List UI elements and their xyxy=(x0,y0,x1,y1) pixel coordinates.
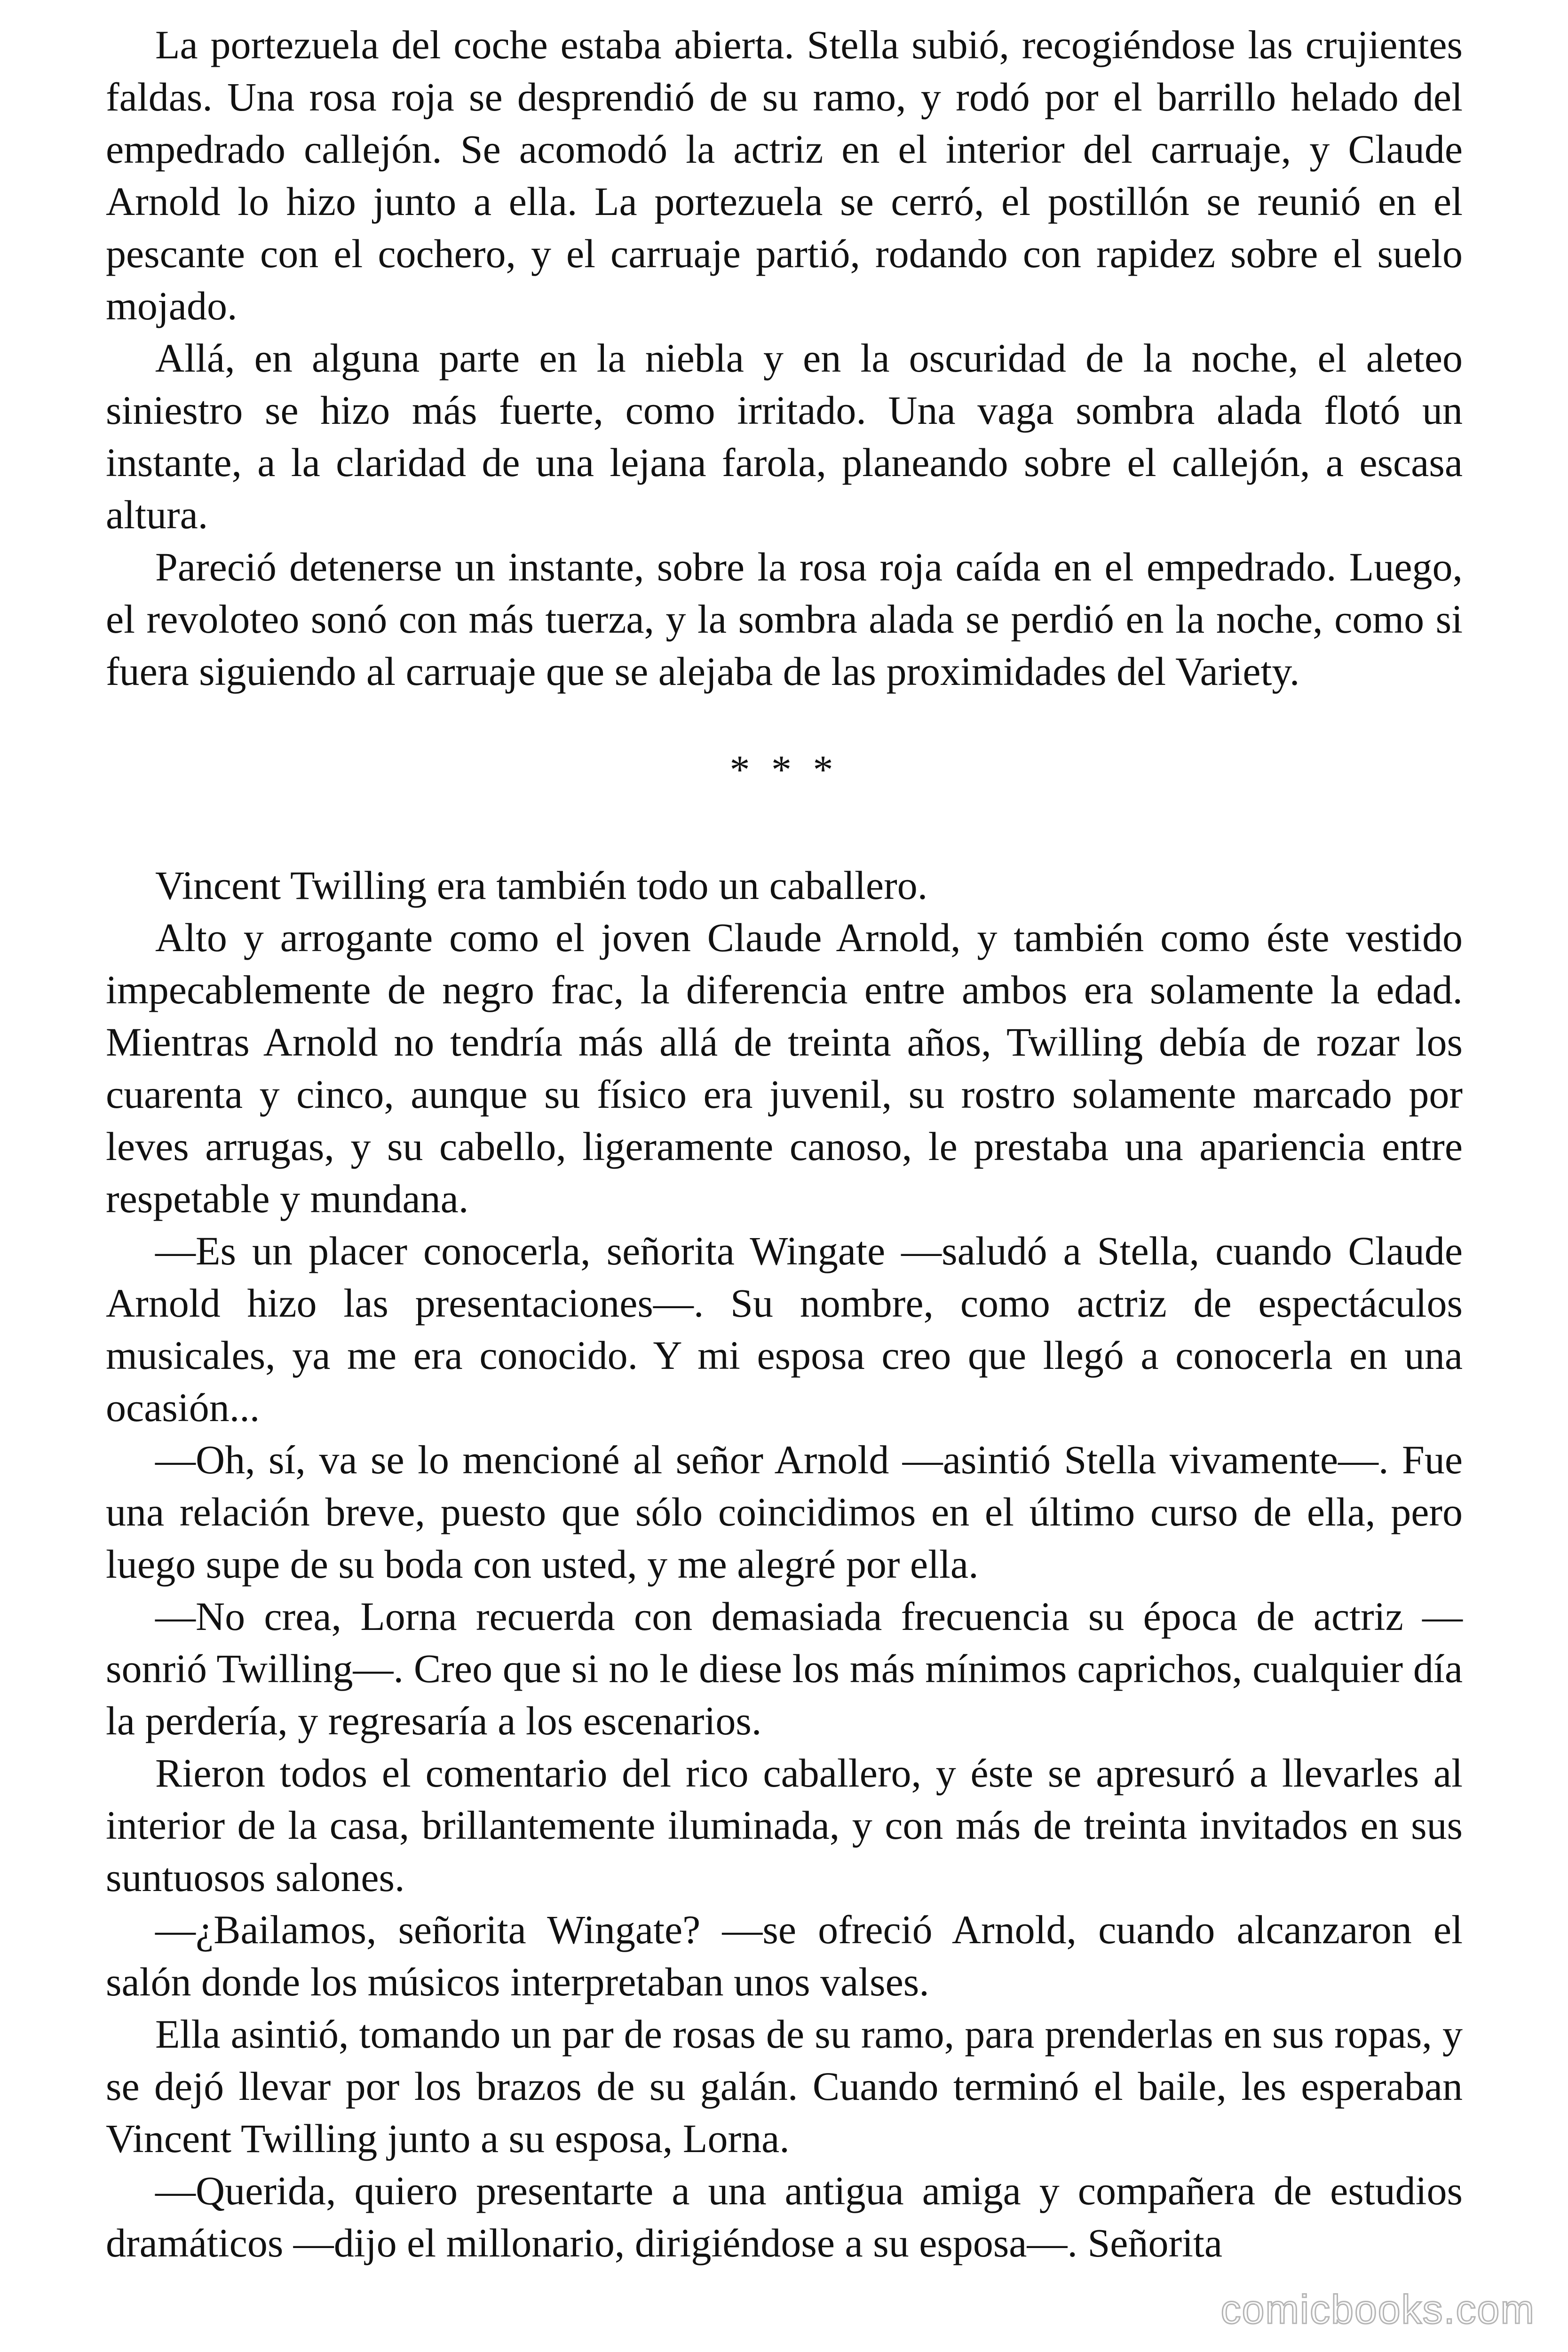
scene-break: * * * xyxy=(729,747,839,792)
paragraph: La portezuela del coche estaba abierta. Stella subió, recogiéndose las crujientes faldas. Una rosa roja se desprendió de su ramo, y rodó por el barrillo helado del empedrado callejón. Se acomodó la actriz en el interior del carruaje, y Claude Arnold lo hizo junto a ella. La portezuela se cerró, el postillón se reunió en el pescante con el cochero, y el carruaje partió, rodando con rapidez sobre el suelo mojado. xyxy=(106,22,1463,328)
paragraph: Allá, en alguna parte en la niebla y en la oscuridad de la noche, el aleteo siniestro se hizo más fuerte, como irritado. Una vaga sombra alada flotó un instante, a la claridad de una lejana farola, planeando sobre el callejón, a escasa altura. xyxy=(106,335,1463,537)
paragraph: Pareció detenerse un instante, sobre la rosa roja caída en el empedrado. Luego, el revoloteo sonó con más tuerza, y la sombra alada se perdió en la noche, como si fuera siguiendo al carruaje que se alejaba de las proximidades del Variety. xyxy=(106,544,1463,694)
watermark: comicbooks.com xyxy=(1220,2287,1535,2332)
paragraph: —Querida, quiero presentarte a una antigua amiga y compañera de estudios dramáticos —dijo el millonario, dirigiéndose a su esposa—. Señorita xyxy=(106,2168,1463,2265)
paragraph: —Oh, sí, va se lo mencioné al señor Arnold —asintió Stella vivamente—. Fue una relación breve, puesto que sólo coincidimos en el último curso de ella, pero luego supe de su boda con usted, y me alegré por ella. xyxy=(106,1437,1463,1587)
page-text xyxy=(106,19,1463,2269)
paragraph: Rieron todos el comentario del rico caballero, y éste se apresuró a llevarles al interior de la casa, brillantemente iluminada, y con más de treinta invitados en sus suntuosos salones. xyxy=(106,1750,1463,1900)
paragraph: Alto y arrogante como el joven Claude Arnold, y también como éste vestido impecablemente de negro frac, la diferencia entre ambos era solamente la edad. Mientras Arnold no tendría más allá de treinta años, Twilling debía de rozar los cuarenta y cinco, aunque su físico era juvenil, su rostro solamente marcado por leves arrugas, y su cabello, ligeramente canoso, le prestaba una apariencia entre respetable y mundana. xyxy=(106,915,1463,1221)
paragraph: —No crea, Lorna recuerda con demasiada frecuencia su época de actriz —sonrió Twilling—. Creo que si no le diese los más mínimos caprichos, cualquier día la perdería, y regresaría a los escenarios. xyxy=(106,1594,1463,1743)
paragraph: —Es un placer conocerla, señorita Wingate —saludó a Stella, cuando Claude Arnold hizo las presentaciones—. Su nombre, como actriz de espectáculos musicales, ya me era conocido. Y mi esposa creo que llegó a conocerla en una ocasión... xyxy=(106,1228,1463,1430)
paragraph: —¿Bailamos, señorita Wingate? —se ofreció Arnold, cuando alcanzaron el salón donde los músicos interpretaban unos valses. xyxy=(106,1907,1463,2004)
paragraph: Ella asintió, tomando un par de rosas de su ramo, para prenderlas en sus ropas, y se dejó llevar por los brazos de su galán. Cuando terminó el baile, les esperaban Vincent Twilling junto a su esposa, Lorna. xyxy=(106,2011,1463,2161)
paragraph: Vincent Twilling era también todo un caballero. xyxy=(155,863,928,908)
